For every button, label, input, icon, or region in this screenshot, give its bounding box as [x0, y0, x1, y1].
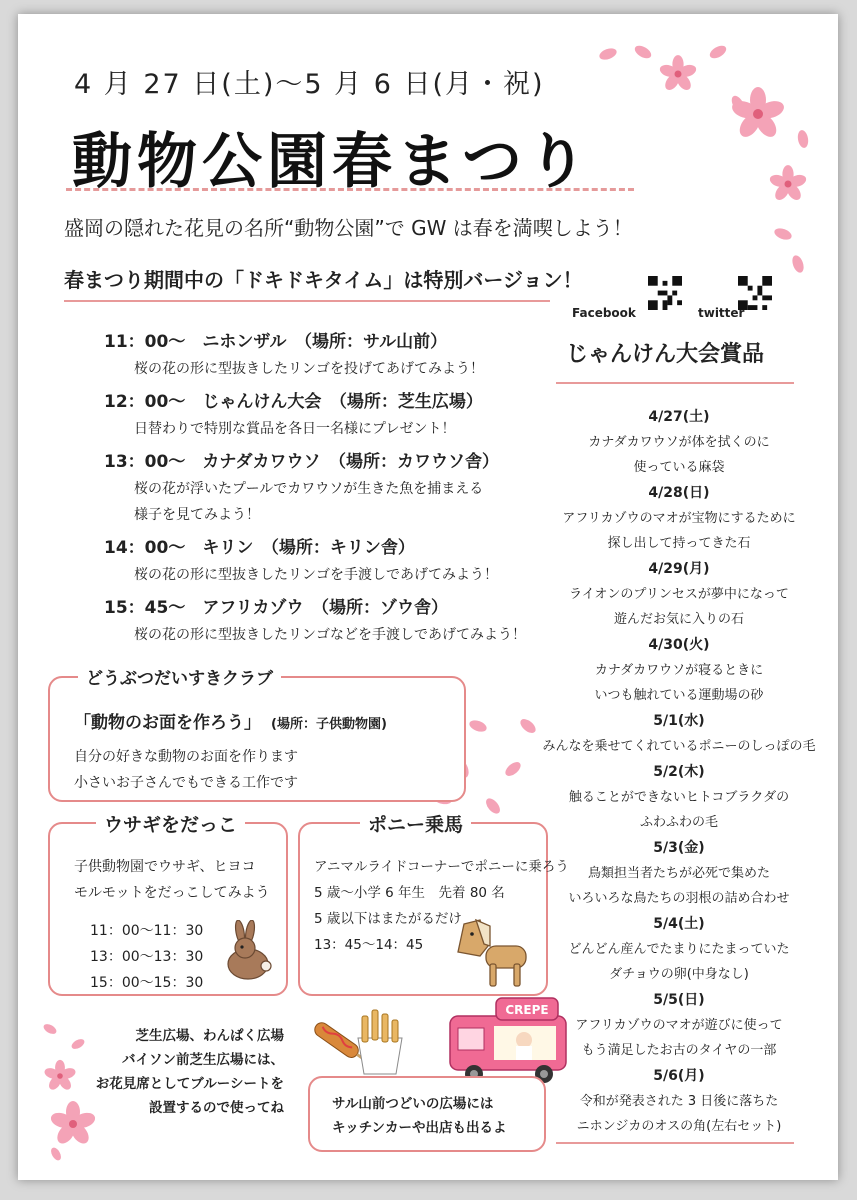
prize-item [534, 556, 824, 632]
prize-desc: 遊んだお気に入りの石 [613, 612, 744, 627]
schedule-heading: 春まつり期間中の「ドキドキタイム」は特別バージョン！ [64, 268, 583, 292]
prize-desc: どんどん産んでたまりにたまっていた [568, 942, 790, 957]
twitter-qr-code-icon[interactable] [738, 276, 772, 310]
club-box [48, 669, 466, 802]
schedule-item-title: 11：00～ ニホンザル （場所：サル山前） [104, 332, 448, 352]
prize-desc: みんなを乗せてくれているポニーのしっぽの毛 [542, 739, 816, 754]
rabbit-hug-box [48, 814, 288, 996]
flyer-page [18, 14, 838, 1180]
rabbit-time: 15：00～15：30 [90, 975, 204, 991]
rabbit-time: 13：00～13：30 [90, 949, 204, 965]
schedule-item-desc: 桜の花の形に型抜きしたリンゴを投げてあげてみよう！ [134, 361, 484, 377]
prize-date: 5/6(月) [653, 1068, 705, 1084]
club-event-title [74, 708, 387, 733]
picnic-line: お花見席としてブルーシートを [95, 1076, 284, 1092]
prize-desc: カナダカワウソが体を拭くのに [588, 435, 770, 450]
schedule-divider [64, 300, 550, 302]
facebook-qr-code-icon[interactable] [648, 276, 682, 310]
prize-date: 5/2(木) [653, 764, 705, 780]
prize-date: 5/3(金) [653, 840, 705, 856]
schedule-item-title: 14：00～ キリン （場所：キリン舎） [104, 538, 415, 558]
rabbit-hug-description [74, 854, 270, 906]
schedule-item-desc: 桜の花の形に型抜きしたリンゴなどを手渡しであげてみよう！ [134, 627, 526, 643]
prize-list [534, 404, 824, 1139]
prize-item [534, 480, 824, 556]
prize-item [534, 708, 824, 759]
prize-desc: 探し出して持ってきた石 [607, 536, 751, 551]
prize-date: 4/28(日) [648, 485, 710, 501]
rabbit-desc-line: モルモットをだっこしてみよう [74, 885, 270, 901]
picnic-line: 設置するので使ってね [149, 1100, 284, 1116]
club-desc-line: 自分の好きな動物のお面を作ります [74, 749, 298, 765]
rabbit-desc-line: 子供動物園でウサギ、ヒヨコ [74, 859, 256, 875]
rabbit-time: 11：00～11：30 [90, 923, 204, 939]
pony-illustration [450, 916, 534, 990]
prize-desc: ニホンジカのオスの角(左右セット) [576, 1119, 782, 1134]
rabbit-illustration [218, 920, 274, 982]
prize-desc: カナダカワウソが寝るときに [594, 663, 764, 678]
kitchen-car-box [308, 1076, 546, 1152]
club-event-name: 「動物のお面を作ろう」 [74, 713, 261, 733]
prize-date: 4/29(月) [648, 561, 710, 577]
prize-item [534, 987, 824, 1063]
prize-desc: アフリカゾウのマオが遊びに使って [575, 1018, 783, 1033]
prize-item [534, 759, 824, 835]
club-label: どうぶつだいすきクラブ [78, 664, 281, 689]
schedule-item [104, 388, 564, 442]
prize-date: 5/5(日) [653, 992, 705, 1008]
prize-desc: いろいろな鳥たちの羽根の詰め合わせ [568, 891, 790, 906]
pony-desc-line: 5 歳～小学 6 年生 先着 80 名 [314, 885, 505, 901]
twitter-label[interactable]: twitter [698, 306, 745, 320]
prize-item [534, 632, 824, 708]
pony-ride-label: ポニー乗馬 [360, 810, 471, 837]
prize-desc: アフリカゾウのマオが宝物にするために [562, 511, 796, 526]
prize-heading: じゃんけん大会賞品 [566, 342, 765, 367]
picnic-line: バイソン前芝生広場には、 [122, 1052, 284, 1068]
rabbit-hug-label: ウサギをだっこ [96, 810, 245, 837]
schedule-list [104, 328, 564, 654]
page-title: 動物公園春まつり [72, 127, 592, 197]
truck-sign: CREPE [505, 1003, 549, 1017]
event-date-range: 4 月 27 日(土)～5 月 6 日(月・祝) [74, 69, 545, 100]
prize-desc: ふわふわの毛 [639, 815, 718, 830]
club-description [74, 744, 298, 796]
prize-desc: いつも触れている運動場の砂 [594, 688, 764, 703]
prize-top-divider [556, 382, 794, 384]
picnic-line: 芝生広場、わんぱく広場 [135, 1028, 284, 1044]
schedule-item-desc: 日替わりで特別な賞品を各日一名様にプレゼント！ [134, 421, 456, 437]
prize-date: 5/1(水) [653, 713, 705, 729]
prize-item [534, 404, 824, 480]
facebook-label[interactable]: Facebook [572, 306, 636, 320]
pony-ride-box [298, 814, 569, 996]
club-desc-line: 小さいお子さんでもできる工作です [74, 775, 298, 791]
schedule-item-title: 12：00～ じゃんけん大会 （場所：芝生広場） [104, 392, 483, 412]
schedule-item [104, 534, 564, 588]
prize-item [534, 1063, 824, 1139]
prize-date: 5/4(土) [653, 916, 705, 932]
prize-item [534, 835, 824, 911]
prize-desc: ダチョウの卵(中身なし) [609, 967, 749, 982]
prize-desc: 令和が発表された 3 日後に落ちた [579, 1094, 779, 1109]
prize-bottom-divider [556, 1142, 794, 1144]
subtitle: 盛岡の隠れた花見の名所“動物公園”で GW は春を満喫しよう！ [64, 216, 633, 240]
prize-desc: 使っている麻袋 [633, 460, 725, 475]
schedule-item [104, 328, 564, 382]
kitchen-line: キッチンカーや出店も出るよ [332, 1120, 507, 1136]
kitchen-line: サル山前つどいの広場には [332, 1096, 494, 1112]
schedule-item [104, 594, 564, 648]
schedule-item-desc: 桜の花が浮いたプールでカワウソが生きた魚を捕まえる [134, 481, 484, 497]
schedule-item-desc: 様子を見てみよう！ [134, 507, 260, 523]
picnic-area-notice [78, 1024, 284, 1120]
prize-desc: ライオンのプリンセスが夢中になって [569, 587, 789, 602]
title-divider [66, 188, 634, 191]
pony-desc-line: 5 歳以下はまたがるだけ [314, 911, 462, 927]
rabbit-hug-times [90, 918, 203, 996]
prize-date: 4/27(土) [648, 409, 710, 425]
food-illustration [304, 1002, 410, 1076]
prize-desc: 触ることができないヒトコブラクダの [568, 790, 790, 805]
prize-desc: もう満足したお古のタイヤの一部 [581, 1043, 777, 1058]
kitchen-car-text [332, 1092, 507, 1140]
schedule-item-title: 15：45～ アフリカゾウ （場所：ゾウ舎） [104, 598, 448, 618]
pony-desc-line: 13：45～14：45 [314, 937, 424, 953]
prize-date: 4/30(火) [648, 637, 710, 653]
schedule-item [104, 448, 564, 528]
prize-item [534, 911, 824, 987]
pony-desc-line: アニマルライドコーナーでポニーに乗ろう [314, 859, 569, 875]
schedule-item-title: 13：00～ カナダカワウソ （場所：カワウソ舎） [104, 452, 499, 472]
schedule-item-desc: 桜の花の形に型抜きしたリンゴを手渡しであげてみよう！ [134, 567, 498, 583]
prize-desc: 鳥類担当者たちが必死で集めた [587, 866, 770, 881]
club-event-place: (場所：子供動物園) [271, 717, 387, 732]
